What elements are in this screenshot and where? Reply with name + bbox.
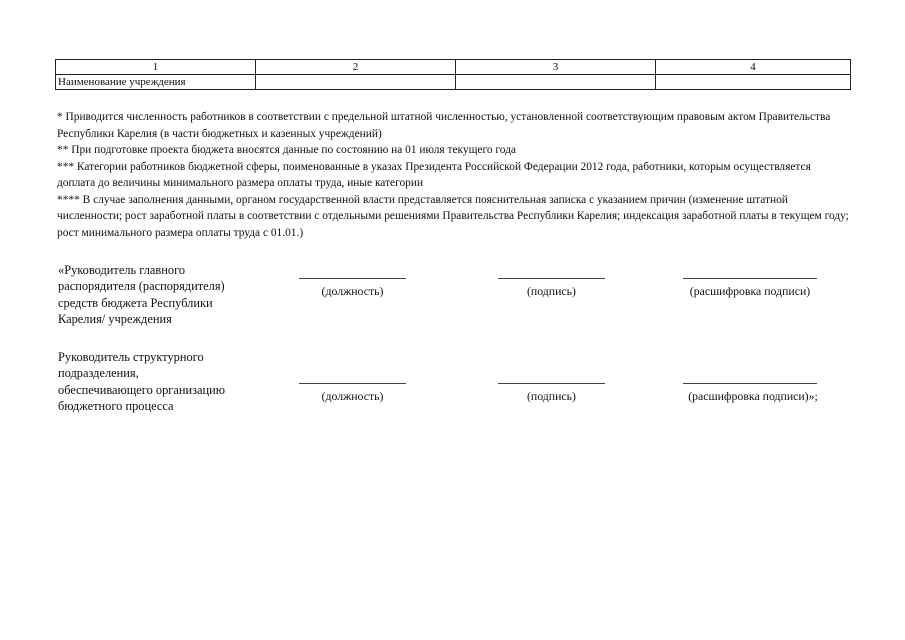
label-line: бюджетного процесса xyxy=(58,398,174,413)
decoding-line xyxy=(683,278,817,279)
label-line: распорядителя (распорядителя) xyxy=(58,279,225,294)
signature-caption: (подпись) xyxy=(527,389,576,403)
decoding-line xyxy=(683,383,817,384)
footnotes xyxy=(57,109,849,241)
position-line xyxy=(299,383,406,384)
label-line: подразделения, xyxy=(58,366,139,381)
footnote: * Приводится численность работников в соответствии с предельной штатной численностью, установленной соответствующим правовым актом Правительства Республики Карелия (в части бюджетных и казенных учреждений) xyxy=(57,111,831,140)
table-header-cell: 1 xyxy=(56,60,256,75)
table-cell xyxy=(456,75,656,90)
table-cell xyxy=(256,75,456,90)
label-line: средств бюджета Республики xyxy=(58,295,213,310)
decoding-caption: (расшифровка подписи)»; xyxy=(688,389,818,403)
label-line: обеспечивающего организацию xyxy=(58,382,226,397)
decoding-caption: (расшифровка подписи) xyxy=(689,284,811,298)
signature-line xyxy=(498,383,605,384)
footnote: **** В случае заполнения данными, органом государственной власти представляется пояснительная записка с указанием причин (изменение штатной численности; рост заработной платы в соответствии с отдельными решениями Правительства Республики Карелия; индексация заработной платы в текущем году; рост минимального размера оплаты труда с 01.01.) xyxy=(57,193,849,239)
table-header-row xyxy=(56,60,851,75)
position-line xyxy=(299,278,406,279)
table-header-cell: 2 xyxy=(256,60,456,75)
table-cell-institution-name: Наименование учреждения xyxy=(56,75,256,90)
label-line: Карелия/ учреждения xyxy=(58,311,172,326)
table-row xyxy=(56,75,851,90)
position-caption: (должность) xyxy=(321,389,384,403)
table-cell xyxy=(656,75,851,90)
table-header-cell: 4 xyxy=(656,60,851,75)
signature-label-structural-unit xyxy=(58,349,278,414)
signature-caption: (подпись) xyxy=(527,284,576,298)
label-line: Руководитель структурного xyxy=(58,350,204,364)
table-header-cell: 3 xyxy=(456,60,656,75)
footnote: ** При подготовке проекта бюджета вносятся данные по состоянию на 01 июля текущего года xyxy=(57,144,516,156)
data-table xyxy=(55,59,851,90)
footnote: *** Категории работников бюджетной сферы, поименованные в указах Президента Российской Федерации 2012 года, работники, которым осуществляется доплата до величины минимального размера оплаты труда, иные категории xyxy=(57,160,811,189)
signature-line xyxy=(498,278,605,279)
signature-label-head xyxy=(58,262,278,327)
position-caption: (должность) xyxy=(321,284,384,298)
label-line: «Руководитель главного xyxy=(58,263,186,277)
